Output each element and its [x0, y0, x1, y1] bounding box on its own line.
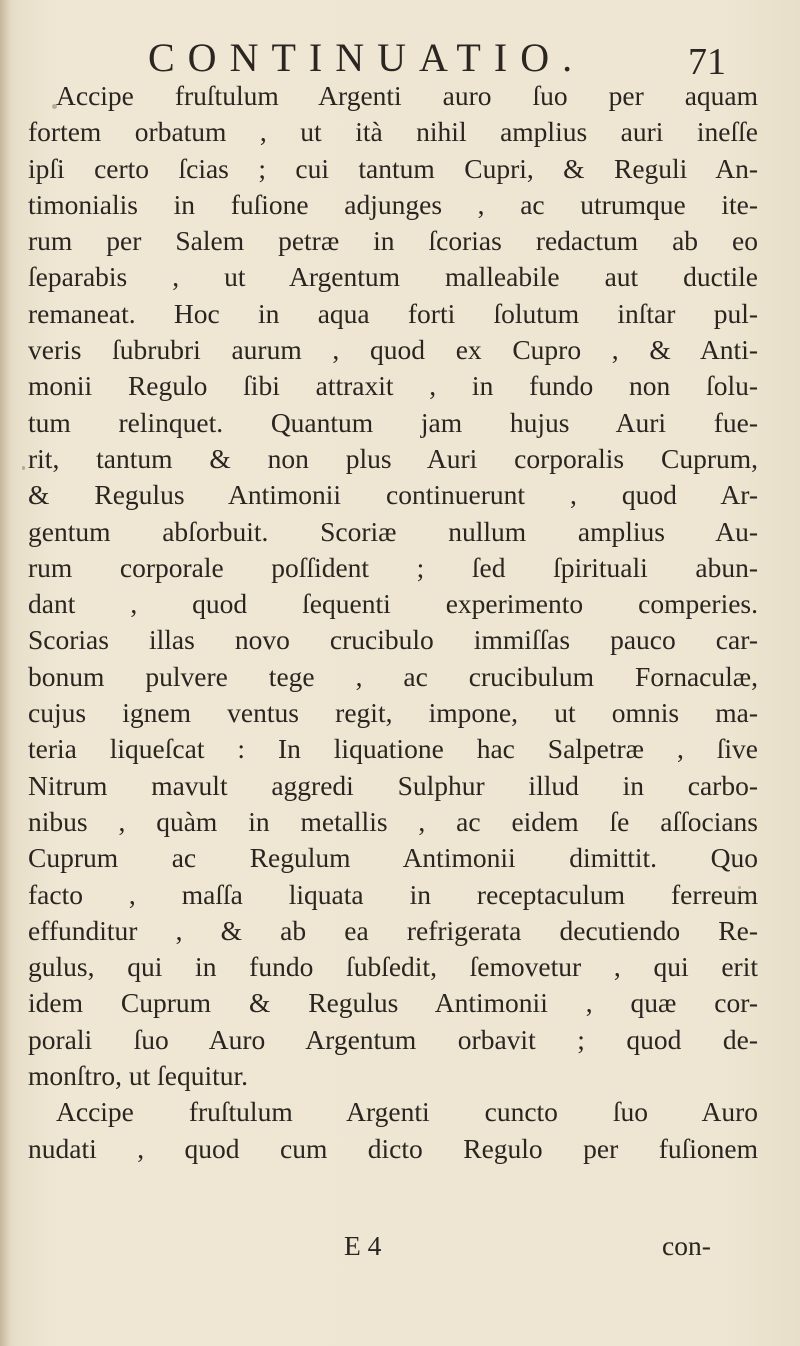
text-line: monii Regulo ſibi attraxit , in fundo non ſolu-	[28, 370, 758, 402]
text-line: ipſi certo ſcias ; cui tantum Cupri, & Reguli An-	[28, 152, 758, 184]
text-line: tum relinquet. Quantum jam hujus Auri fue-	[28, 406, 758, 438]
text-line: teria liqueſcat : In liquatione hac Salpetræ , ſive	[28, 733, 758, 765]
text-line: nibus , quàm in metallis , ac eidem ſe aſſocians	[28, 805, 758, 837]
text-line: rum per Salem petræ in ſcorias redactum ab eo	[28, 225, 758, 257]
text-line: remaneat. Hoc in aqua forti ſolutum inſtar pul-	[28, 297, 758, 329]
text-line: veris ſubrubri aurum , quod ex Cupro , & Anti-	[28, 334, 758, 366]
text-line: Scorias illas novo crucibulo immiſſas pauco car-	[28, 624, 758, 656]
text-line: Accipe fruſtulum Argenti cuncto ſuo Auro	[56, 1096, 758, 1128]
signature-mark: E 4	[344, 1230, 382, 1261]
text-line: & Regulus Antimonii continuerunt , quod Ar-	[28, 479, 758, 511]
text-line: cujus ignem ventus regit, impone, ut omnis ma-	[28, 697, 758, 729]
gutter-shadow	[0, 0, 10, 1346]
text-line: rum corporale poſſident ; ſed ſpirituali abun-	[28, 551, 758, 583]
text-line: bonum pulvere tege , ac crucibulum Fornaculæ,	[28, 660, 758, 692]
text-line: effunditur , & ab ea refrigerata decutiendo Re-	[28, 914, 758, 946]
running-head: CONTINUATIO.	[148, 35, 586, 80]
text-line: gentum abſorbuit. Scoriæ nullum amplius Au-	[28, 515, 758, 547]
text-line: Nitrum mavult aggredi Sulphur illud in carbo-	[28, 769, 758, 801]
paper-speck	[52, 104, 57, 109]
text-line: Accipe fruſtulum Argenti auro ſuo per aquam	[56, 80, 758, 111]
page-number: 71	[688, 41, 726, 83]
text-line: nudati , quod cum dicto Regulo per fuſionem	[28, 1132, 758, 1164]
paper-speck	[22, 466, 25, 470]
text-line: facto , maſſa liquata in receptaculum ferreum	[28, 878, 758, 910]
text-line: idem Cuprum & Regulus Antimonii , quæ cor-	[28, 987, 758, 1019]
catchline	[28, 1226, 758, 1266]
text-line: fortem orbatum , ut ità nihil amplius auri ineſſe	[28, 116, 758, 148]
body-text	[28, 78, 758, 1167]
paper-speck	[738, 886, 741, 889]
text-line: Cuprum ac Regulum Antimonii dimittit. Quo	[28, 842, 758, 874]
text-line: monſtro, ut ſequitur.	[28, 1060, 248, 1092]
text-line: ſeparabis , ut Argentum malleabile aut ductile	[28, 261, 758, 293]
text-line: gulus, qui in fundo ſubſedit, ſemovetur , qui erit	[28, 951, 758, 983]
text-line: dant , quod ſequenti experimento comperies.	[28, 588, 758, 620]
text-line: rit, tantum & non plus Auri corporalis Cuprum,	[28, 442, 758, 474]
catchword: con-	[662, 1230, 711, 1261]
text-line: timonialis in fuſione adjunges , ac utrumque ite-	[28, 188, 758, 220]
text-line: porali ſuo Auro Argentum orbavit ; quod de-	[28, 1023, 758, 1055]
